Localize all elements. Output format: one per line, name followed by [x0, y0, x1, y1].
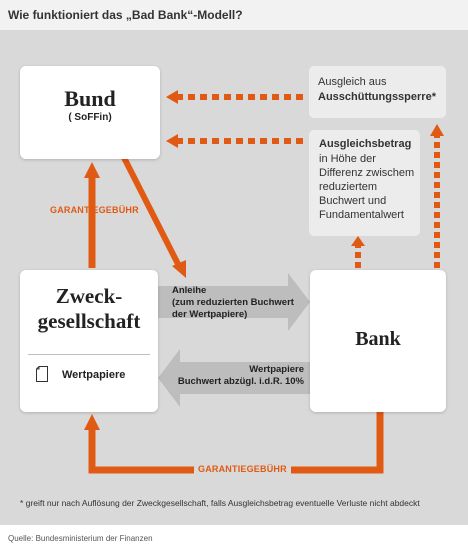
betrag-bund-arrowhead	[166, 134, 178, 148]
ausgleichsbetrag-line-3: reduziertem	[319, 181, 378, 193]
ausschuettungssperre-line2: Ausschüttungssperre*	[318, 91, 436, 103]
wertpapiere-flow-text	[176, 364, 304, 388]
zweckgesellschaft-title-line2: gesellschaft	[37, 309, 141, 333]
bund-subtitle: ( SoFFin)	[68, 112, 112, 123]
page-title: Wie funktioniert das „Bad Bank“-Modell?	[8, 8, 243, 22]
wertpapiere-flow-line2: Buchwert abzügl. i.d.R. 10%	[177, 376, 304, 387]
garantie-bottom-arrowhead	[84, 414, 100, 430]
ausgleichsbetrag-line-5: Fundamentalwert	[319, 209, 404, 221]
garantie-up-arrowhead	[84, 162, 100, 178]
bund-title: Bund	[64, 86, 116, 111]
ausgleichsbetrag-line-1: in Höhe der	[319, 153, 376, 165]
anleihe-line2: (zum reduzierten Buchwert	[172, 297, 294, 308]
ausschuettungssperre-note	[309, 66, 446, 118]
zweckgesellschaft-title	[20, 284, 158, 334]
source-note: Quelle: Bundesministerium der Finanzen	[8, 534, 153, 543]
garantiegebuehr-left-label: GARANTIEGEBÜHR	[50, 205, 139, 215]
bank-box	[310, 270, 446, 412]
ausgleichsbetrag-note	[309, 130, 420, 236]
zweckgesellschaft-title-line1: Zweck-	[55, 284, 123, 308]
anleihe-line3: der Wertpapiere)	[172, 309, 248, 320]
wertpapiere-label: Wertpapiere	[62, 369, 126, 381]
ausgleichsbetrag-line-4: Buchwert und	[319, 195, 387, 207]
document-icon	[36, 366, 48, 382]
ausgleichsbetrag-line-2: Differenz zwischem	[319, 167, 415, 179]
bank-title: Bank	[355, 328, 401, 350]
anleihe-text	[172, 285, 294, 321]
wertpapiere-flow-line1: Wertpapiere	[249, 364, 304, 375]
anleihe-line1: Anleihe	[172, 285, 207, 296]
zweckgesellschaft-box	[20, 270, 158, 412]
sperre-bund-arrowhead	[166, 90, 178, 104]
bund-box	[20, 66, 160, 159]
garantiegebuehr-bottom-label: GARANTIEGEBÜHR	[194, 464, 291, 474]
garantie-bottom-line	[92, 410, 380, 470]
zweckgesellschaft-divider	[28, 354, 150, 355]
ausgleichsbetrag-heading: Ausgleichsbetrag	[319, 138, 412, 150]
bank-note-arrowhead	[351, 236, 365, 246]
ausschuettungssperre-line1: Ausgleich aus	[318, 76, 387, 88]
bank-sperre-arrowhead	[430, 124, 444, 136]
footnote: * greift nur nach Auflösung der Zweckgesellschaft, falls Ausgleichsbetrag eventuelle Verluste nicht abdeckt	[20, 498, 420, 508]
